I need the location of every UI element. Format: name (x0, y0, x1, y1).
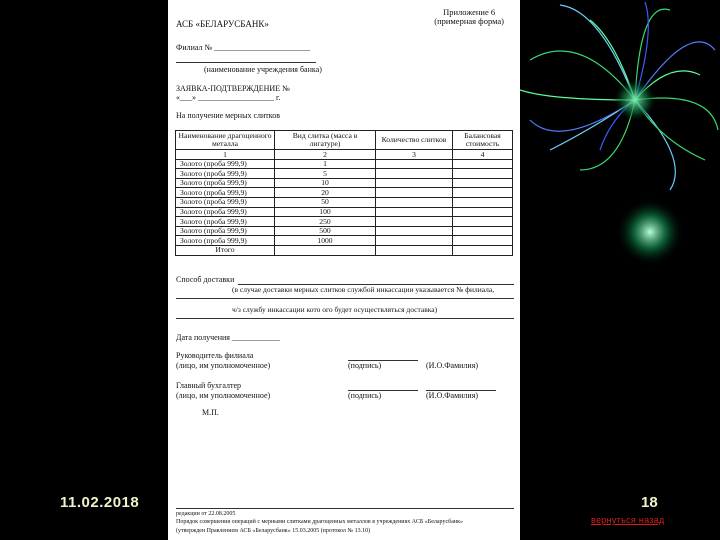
footer-line-1: редакции от 22.08.2005 (176, 511, 236, 517)
branch-head-label: Руководитель филиала (176, 351, 254, 360)
value-cell (453, 226, 513, 236)
slide-date: 11.02.2018 (60, 494, 140, 511)
column-header: Наименование драгоценного металла (176, 131, 275, 150)
metal-name: Золото (проба 999,9) (176, 197, 275, 207)
bar-mass: 20 (275, 188, 376, 198)
metal-name: Золото (проба 999,9) (176, 178, 275, 188)
branch-note: (наименование учреждения банка) (204, 65, 322, 74)
request-date-line: «___» ___________________ г. (176, 93, 281, 102)
table-header-row (176, 131, 513, 150)
table-row (176, 178, 513, 188)
appendix-header (434, 8, 504, 27)
divider (176, 318, 514, 319)
slide-page-number: 18 (641, 494, 658, 511)
bar-mass: 1000 (275, 236, 376, 246)
footer-line-2: Порядок совершения операций с мерными слитками драгоценных металлов в учреждениях АСБ «Беларусбанк» (176, 519, 464, 525)
column-header: Балансовая стоимость (453, 131, 513, 150)
value-cell (453, 217, 513, 227)
divider (176, 508, 514, 509)
column-number: 1 (176, 150, 275, 160)
total-row (176, 245, 513, 255)
column-number-row (176, 150, 513, 160)
accountant-sub: (лицо, им уполномоченное) (176, 391, 271, 400)
value-cell (453, 197, 513, 207)
receipt-date-label: Дата получения ____________ (176, 333, 280, 342)
stamp-label: М.П. (202, 408, 219, 417)
divider (176, 298, 514, 299)
quantity-cell (376, 188, 453, 198)
quantity-cell (376, 159, 453, 169)
quantity-cell (376, 207, 453, 217)
decorative-firework-graphic (520, 0, 720, 280)
table-row (176, 169, 513, 179)
value-cell (453, 159, 513, 169)
metal-name: Золото (проба 999,9) (176, 188, 275, 198)
table-row (176, 236, 513, 246)
column-header: Вид слитка (масса в лигатуре) (275, 131, 376, 150)
quantity-cell (376, 178, 453, 188)
footer-line-3: (утвержден Правлением АСБ «Беларусбанк» 15.03.2005 (протокол № 13.10) (176, 528, 371, 534)
back-link[interactable]: вернуться назад (591, 515, 665, 525)
fio-label: (И.О.Фамилия) (426, 391, 479, 400)
metal-name: Золото (проба 999,9) (176, 236, 275, 246)
bar-mass: 500 (275, 226, 376, 236)
quantity-cell (376, 236, 453, 246)
divider (176, 62, 316, 63)
quantity-cell (376, 197, 453, 207)
metal-name: Золото (проба 999,9) (176, 207, 275, 217)
table-row (176, 159, 513, 169)
branch-head-sub: (лицо, им уполномоченное) (176, 361, 271, 370)
accountant-label: Главный бухгалтер (176, 381, 241, 390)
fio-label: (И.О.Фамилия) (426, 361, 479, 370)
column-number: 4 (453, 150, 513, 160)
signature-label: (подпись) (348, 361, 382, 370)
metal-bars-table (175, 130, 513, 256)
metal-name: Золото (проба 999,9) (176, 226, 275, 236)
column-number: 3 (376, 150, 453, 160)
quantity-cell (376, 169, 453, 179)
request-title: ЗАЯВКА-ПОДТВЕРЖДЕНИЕ № (176, 84, 290, 93)
value-cell (453, 236, 513, 246)
quantity-cell (376, 217, 453, 227)
appendix-subtitle: (примерная форма) (434, 16, 504, 27)
appendix-title: Приложение 6 (443, 7, 496, 17)
delivery-note-2: ч/з службу инкассации кото ого будет осуществляться доставка) (232, 305, 438, 314)
table-row (176, 207, 513, 217)
bank-name: АСБ «БЕЛАРУСБАНК» (176, 19, 269, 29)
table-row (176, 188, 513, 198)
purpose-text: На получение мерных слитков (176, 111, 281, 120)
bar-mass: 1 (275, 159, 376, 169)
metal-name: Золото (проба 999,9) (176, 217, 275, 227)
column-header: Количество слитков (376, 131, 453, 150)
table-row (176, 217, 513, 227)
metal-name: Золото (проба 999,9) (176, 159, 275, 169)
signature-label: (подпись) (348, 391, 382, 400)
metal-name: Золото (проба 999,9) (176, 169, 275, 179)
column-number: 2 (275, 150, 376, 160)
branch-label: Филиал № ________________________ (176, 43, 311, 52)
total-quantity-cell (376, 245, 453, 255)
bar-mass: 5 (275, 169, 376, 179)
value-cell (453, 207, 513, 217)
bar-mass: 250 (275, 217, 376, 227)
delivery-note-1: (в случае доставки мерных слитков службой инкассации указывается № филиала, (232, 285, 495, 294)
document-scan (168, 0, 520, 540)
delivery-method-label: Способ доставки (176, 275, 235, 284)
value-cell (453, 188, 513, 198)
total-mass-cell (275, 245, 376, 255)
bar-mass: 10 (275, 178, 376, 188)
bar-mass: 100 (275, 207, 376, 217)
total-label: Итого (176, 245, 275, 255)
table-row (176, 197, 513, 207)
total-value-cell (453, 245, 513, 255)
table-row (176, 226, 513, 236)
value-cell (453, 178, 513, 188)
bar-mass: 50 (275, 197, 376, 207)
value-cell (453, 169, 513, 179)
quantity-cell (376, 226, 453, 236)
